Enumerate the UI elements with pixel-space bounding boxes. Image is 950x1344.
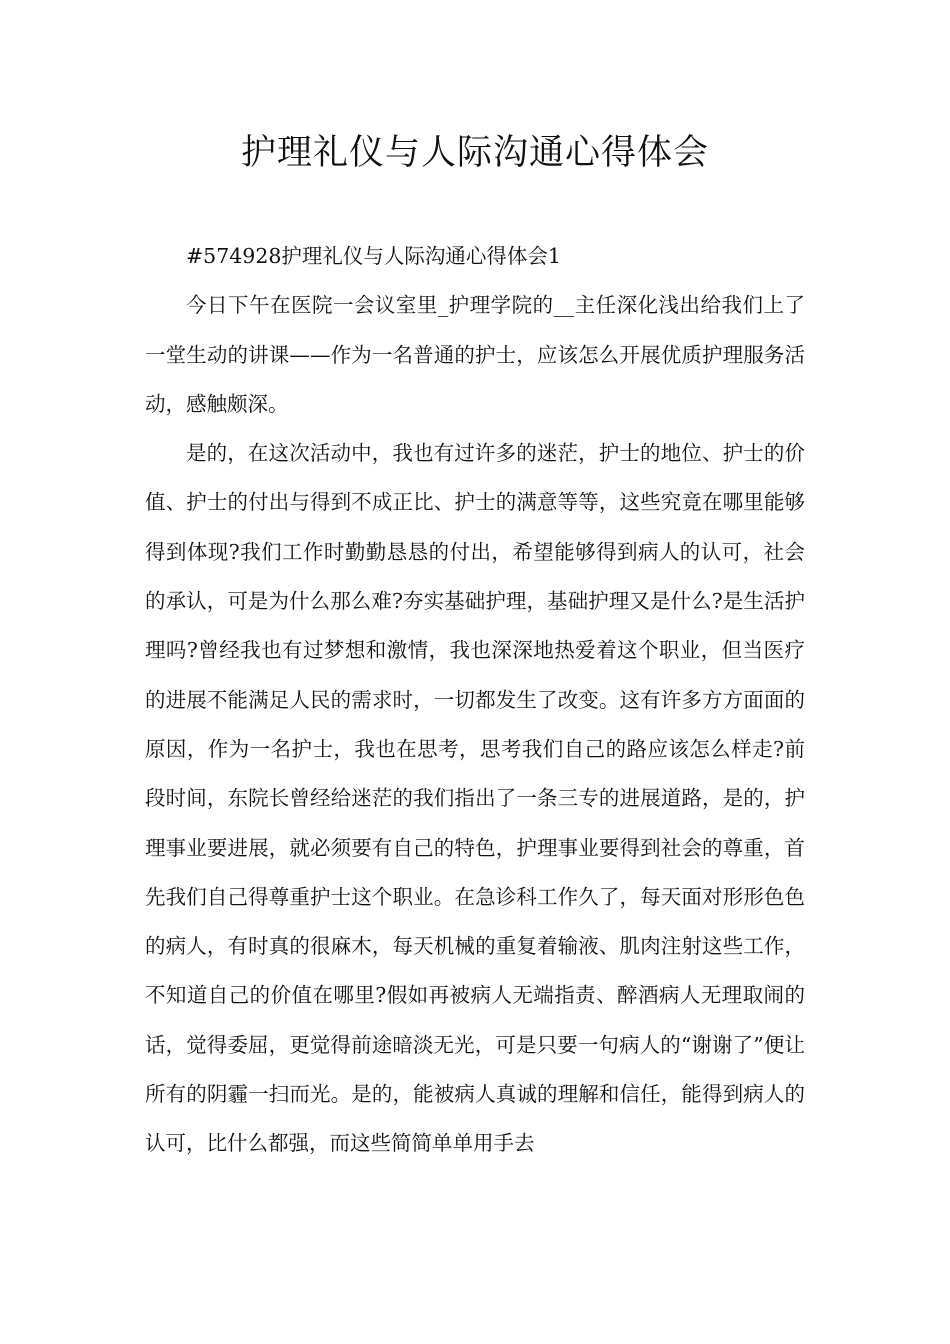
document-body — [145, 232, 805, 1169]
document-title: 护理礼仪与人际沟通心得体会 — [240, 133, 709, 173]
paragraph: 是的，在这次活动中，我也有过许多的迷茫，护士的地位、护士的价值、护士的付出与得到不成正比、护士的满意等等，这些究竟在哪里能够得到体现?我们工作时勤勤恳恳的付出，希望能够得到病人的认可，社会的承认，可是为什么那么难?夯实基础护理，基础护理又是什么?是生活护理吗?曾经我也有过梦想和激情，我也深深地热爱着这个职业，但当医疗的进展不能满足人民的需求时，一切都发生了改变。这有许多方方面面的原因，作为一名护士，我也在思考，思考我们自己的路应该怎么样走?前段时间，东院长曾经给迷茫的我们指出了一条三专的进展道路，是的，护理事业要进展，就必须要有自己的特色，护理事业要得到社会的尊重，首先我们自己得尊重护士这个职业。在急诊科工作久了，每天面对形形色色的病人，有时真的很麻木，每天机械的重复着输液、肌肉注射这些工作，不知道自己的价值在哪里?假如再被病人无端指责、醉酒病人无理取闹的话，觉得委屈，更觉得前途暗淡无光，可是只要一句病人的“谢谢了”便让所有的阴霾一扫而光。是的，能被病人真诚的理解和信任，能得到病人的认可，比什么都强，而这些简简单单用手去 — [145, 441, 805, 1156]
document-subtitle: #574928护理礼仪与人际沟通心得体会1 — [186, 244, 561, 268]
paragraph: 今日下午在医院一会议室里_护理学院的__主任深化浅出给我们上了一堂生动的讲课——作为一名普通的护士，应该怎么开展优质护理服务活动，感触颇深。 — [145, 293, 805, 416]
